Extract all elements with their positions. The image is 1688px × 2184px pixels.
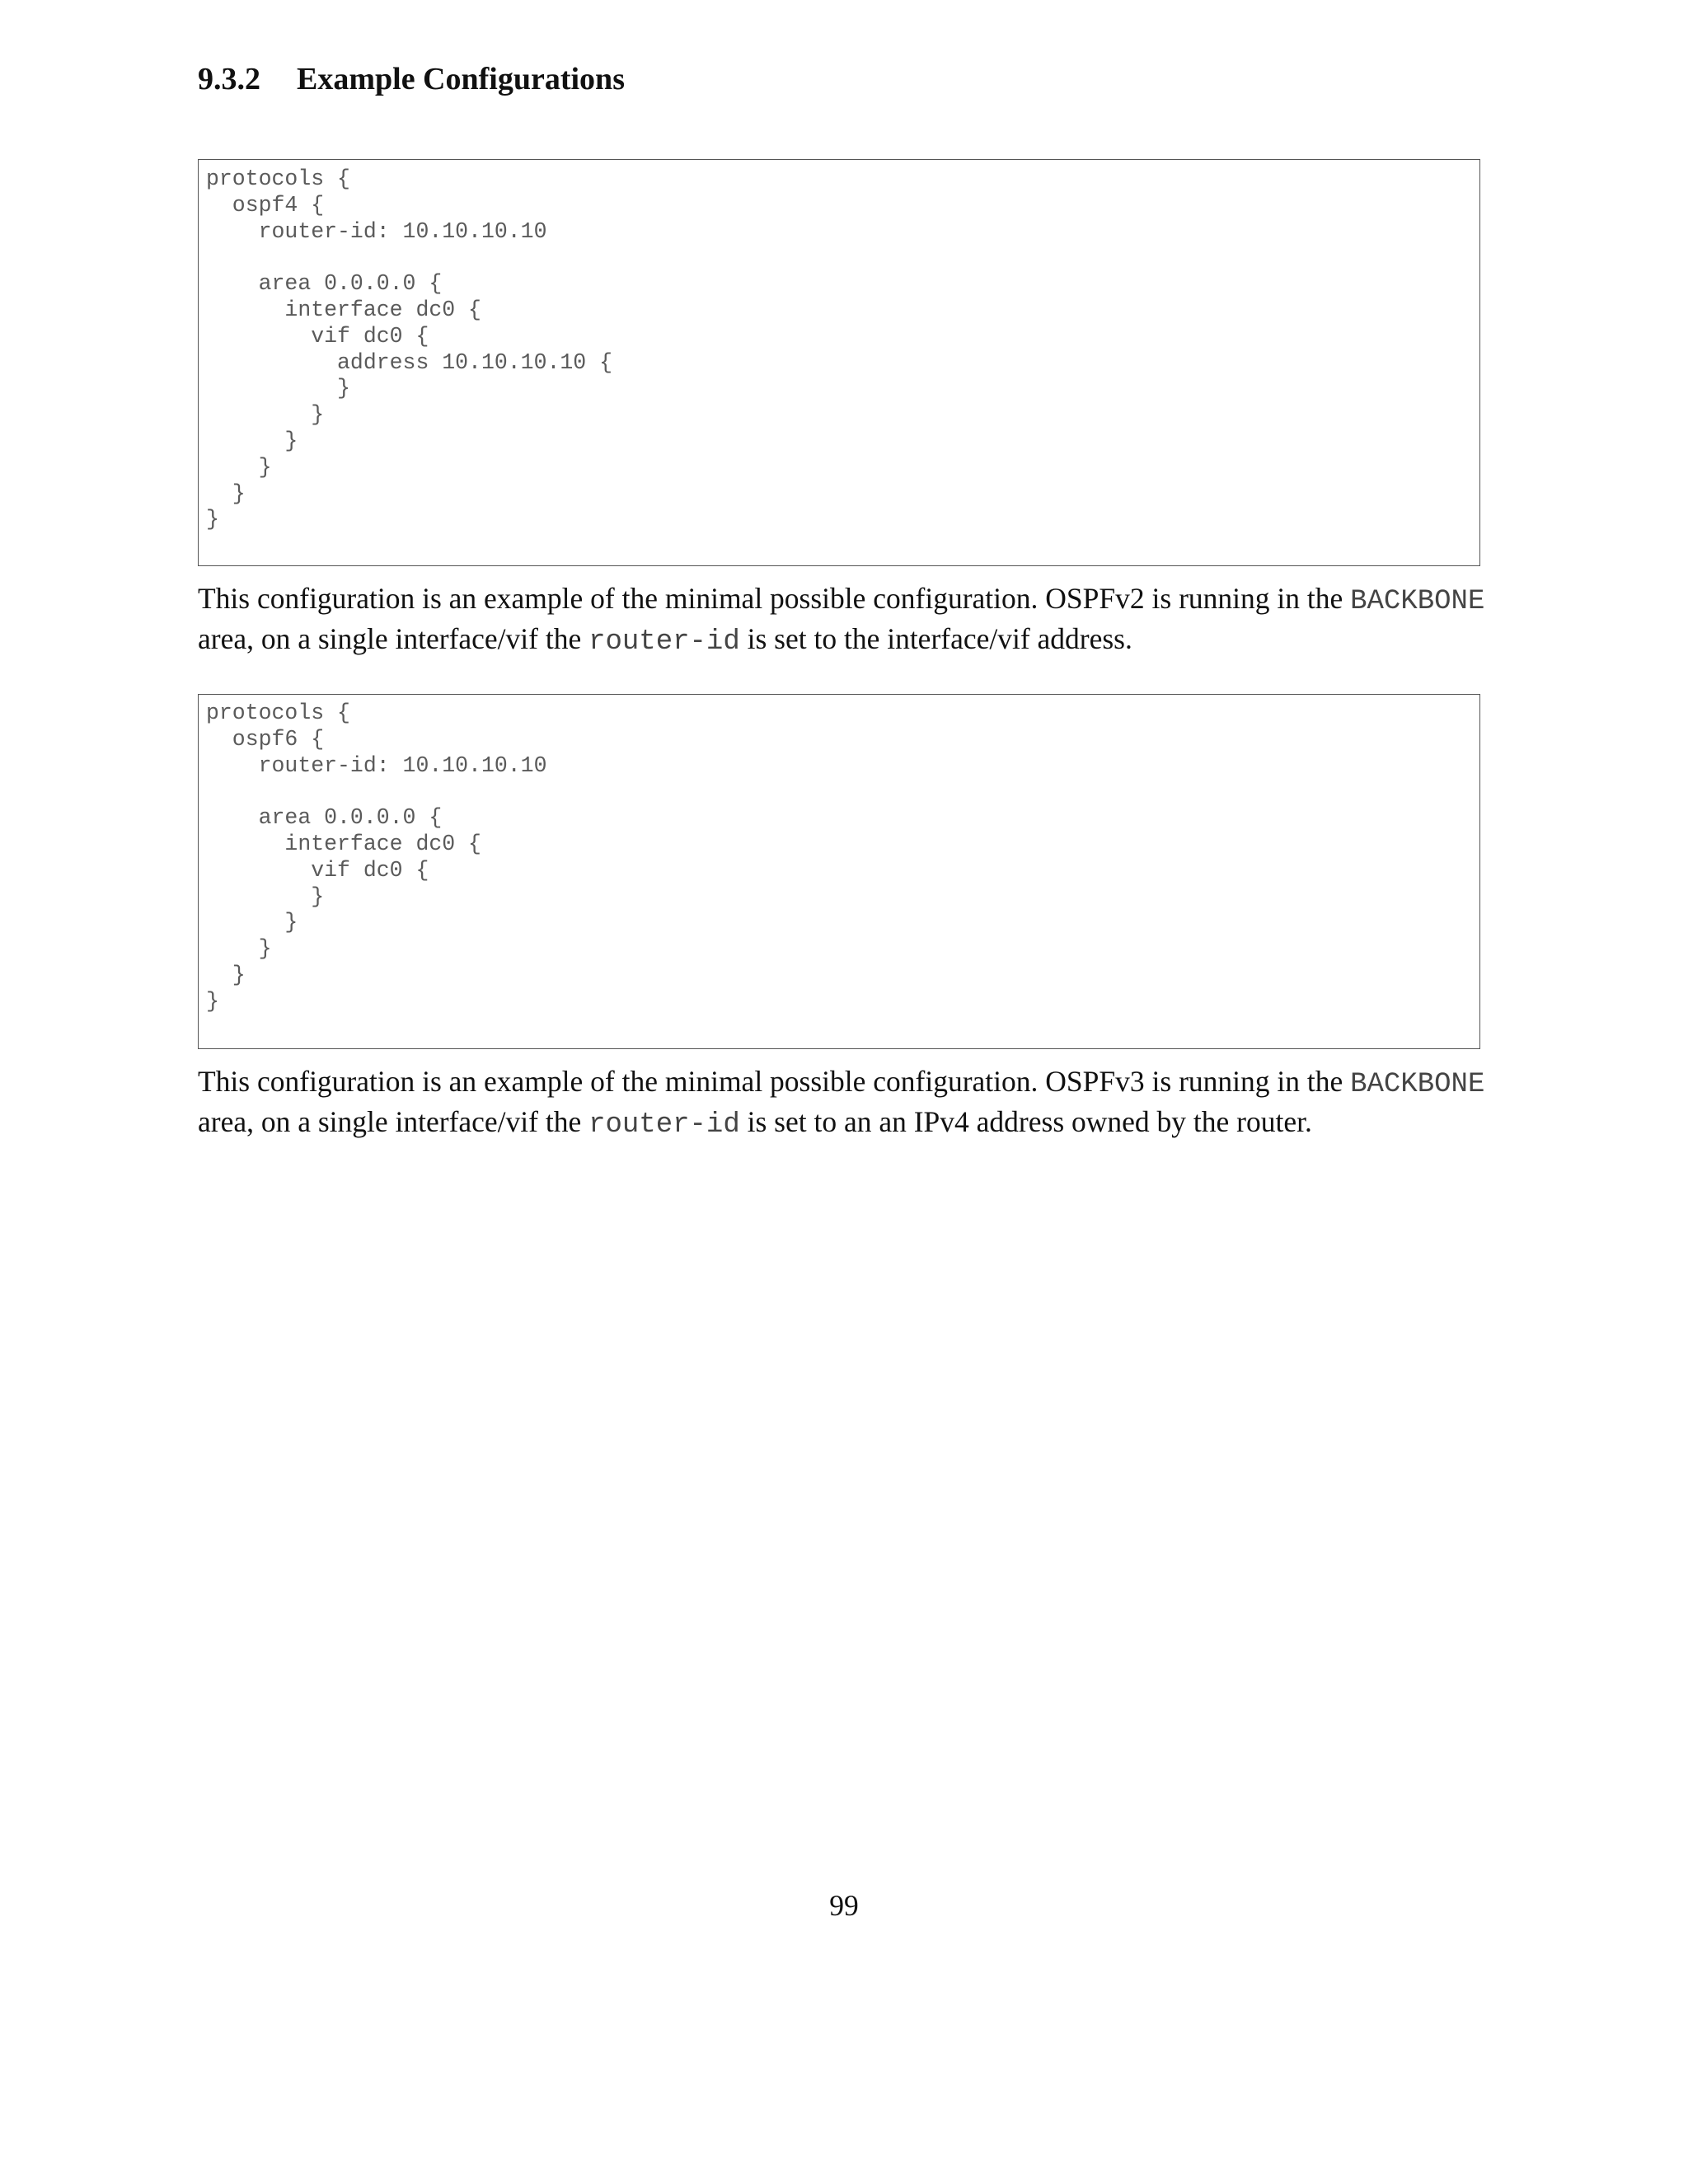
example-description (198, 1063, 1500, 1144)
description-text: This configuration is an example of the minimal possible configuration. OSPFv3 is running in the (198, 1065, 1351, 1098)
code-block-ospf4 (198, 159, 1480, 566)
description-line (198, 1063, 1500, 1104)
code-listing: protocols { ospf4 { router-id: 10.10.10.10 area 0.0.0.0 { interface dc0 { vif dc0 { address 10.10.10.10 { } } } } } } (206, 166, 612, 532)
code-block-ospf6 (198, 694, 1480, 1049)
section-number: 9.3.2 (198, 62, 260, 96)
inline-code: router-id (588, 1109, 740, 1141)
description-line (198, 580, 1500, 621)
description-line (198, 1104, 1500, 1144)
section-heading (198, 56, 625, 102)
description-line (198, 621, 1500, 661)
inline-code: router-id (588, 626, 740, 658)
code-listing: protocols { ospf6 { router-id: 10.10.10.10 area 0.0.0.0 { interface dc0 { vif dc0 { } } } } } (206, 701, 547, 1014)
inline-code: BACKBONE (1350, 1069, 1485, 1100)
example-description (198, 580, 1500, 661)
description-text: This configuration is an example of the minimal possible configuration. OSPFv2 is running in the (198, 582, 1351, 615)
description-text: area, on a single interface/vif the (198, 622, 589, 655)
section-title: Example Configurations (297, 62, 625, 96)
description-text: area, on a single interface/vif the (198, 1105, 589, 1138)
description-text: is set to an an IPv4 address owned by the router. (739, 1105, 1312, 1138)
inline-code: BACKBONE (1350, 586, 1485, 617)
page-number: 99 (829, 1889, 859, 1922)
description-text: is set to the interface/vif address. (739, 622, 1132, 655)
